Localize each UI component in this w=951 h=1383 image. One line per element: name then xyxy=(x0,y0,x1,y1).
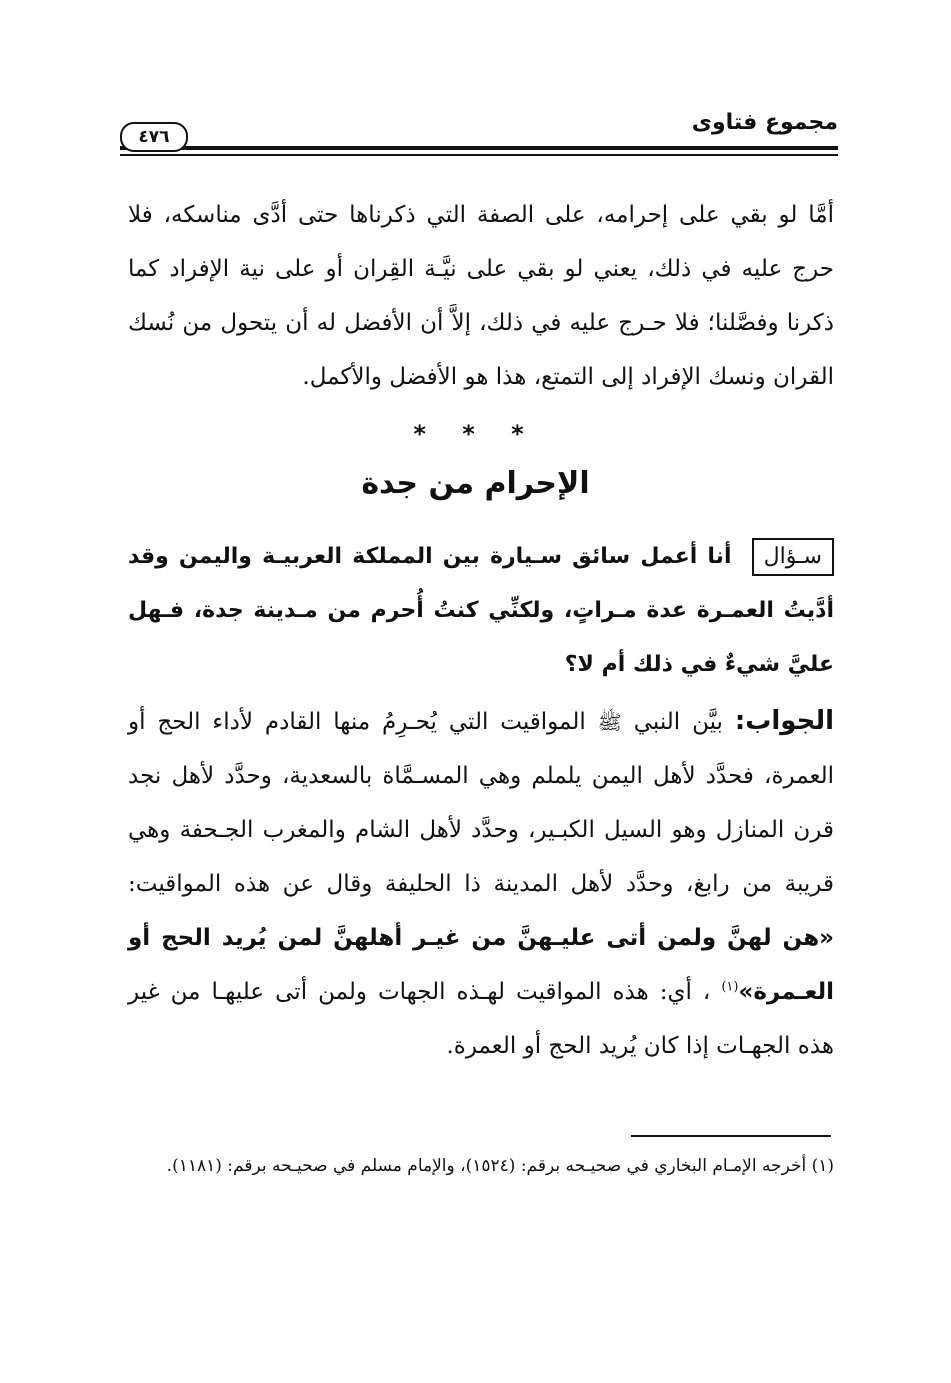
answer-paragraph xyxy=(128,694,834,1073)
section-title: الإحرام من جدة xyxy=(361,466,590,501)
answer-text-after: ، أي: هذه المواقيت لهـذه الجهات ولمن أتى عليهـا من غير هذه الجهـات إذا كان يُريد الحج أو العمرة. xyxy=(128,979,834,1059)
section-separator: * * * xyxy=(413,420,538,448)
question-label: سـؤال xyxy=(752,538,834,576)
footnote-divider xyxy=(631,1135,831,1137)
header-rule-thin xyxy=(120,154,838,156)
header-rule-thick xyxy=(120,146,838,150)
footnote-reference: (١) xyxy=(721,979,739,995)
book-title: مجموع فتاوى xyxy=(691,110,838,135)
question-text: أنا أعمل سائق سـيارة بين المملكة العربيـة واليمن وقد أدَّيتُ العمـرة عدة مـراتٍ، ولكنِّي كنتُ أُحرم من مـدينة جدة، فـهل عليَّ شيءٌ في ذلك أم لا؟ xyxy=(128,544,834,677)
page-number: ٤٧٦ xyxy=(120,122,188,152)
answer-text-before-ligature: بيَّن النبي xyxy=(633,709,723,735)
answer-label: الجواب: xyxy=(734,706,835,736)
page-header xyxy=(120,108,838,168)
question-block xyxy=(128,530,834,692)
salawat-ligature: ﷺ xyxy=(597,710,622,734)
hadith-quote: «هن لهنَّ ولمن أتى عليـهنَّ من غيـر أهلهنَّ لمن يُريد الحج أو العـمرة» xyxy=(128,925,835,1005)
answer-text-main: المواقيت التي يُحـرِمُ منها القادم لأداء الحج أو العمرة، فحدَّد لأهل اليمن يلملم وهي المسـمَّاة بالسعدية، وحدَّد لأهل نجد قرن المنازل وهو السيل الكبـير، وحدَّد لأهل الشام والمغرب الجـحفة وهي قريبة من رابغ، وحدَّد لأهل المدينة ذا الحليفة وقال عن هذه المواقيت: xyxy=(128,709,834,897)
intro-paragraph: أمَّا لو بقي على إحرامه، على الصفة التي ذكرناها حتى أدَّى مناسكه، فلا حرج عليه في ذلك، يعني لو بقي على نيَّـة القِران أو على نية الإفراد كما ذكرنا وفصَّلنا؛ فلا حـرج عليه في ذلك، إلاَّ أن الأفضل له أن يتحول من نُسك القران ونسك الإفراد إلى التمتع، هذا هو الأفضل والأكمل. xyxy=(128,202,834,390)
footnote: (١) أخرجه الإمـام البخاري في صحيـحه برقم: (١٥٢٤)، والإمام مسلم في صحيـحه برقم: (١١٨١). xyxy=(166,1156,834,1176)
